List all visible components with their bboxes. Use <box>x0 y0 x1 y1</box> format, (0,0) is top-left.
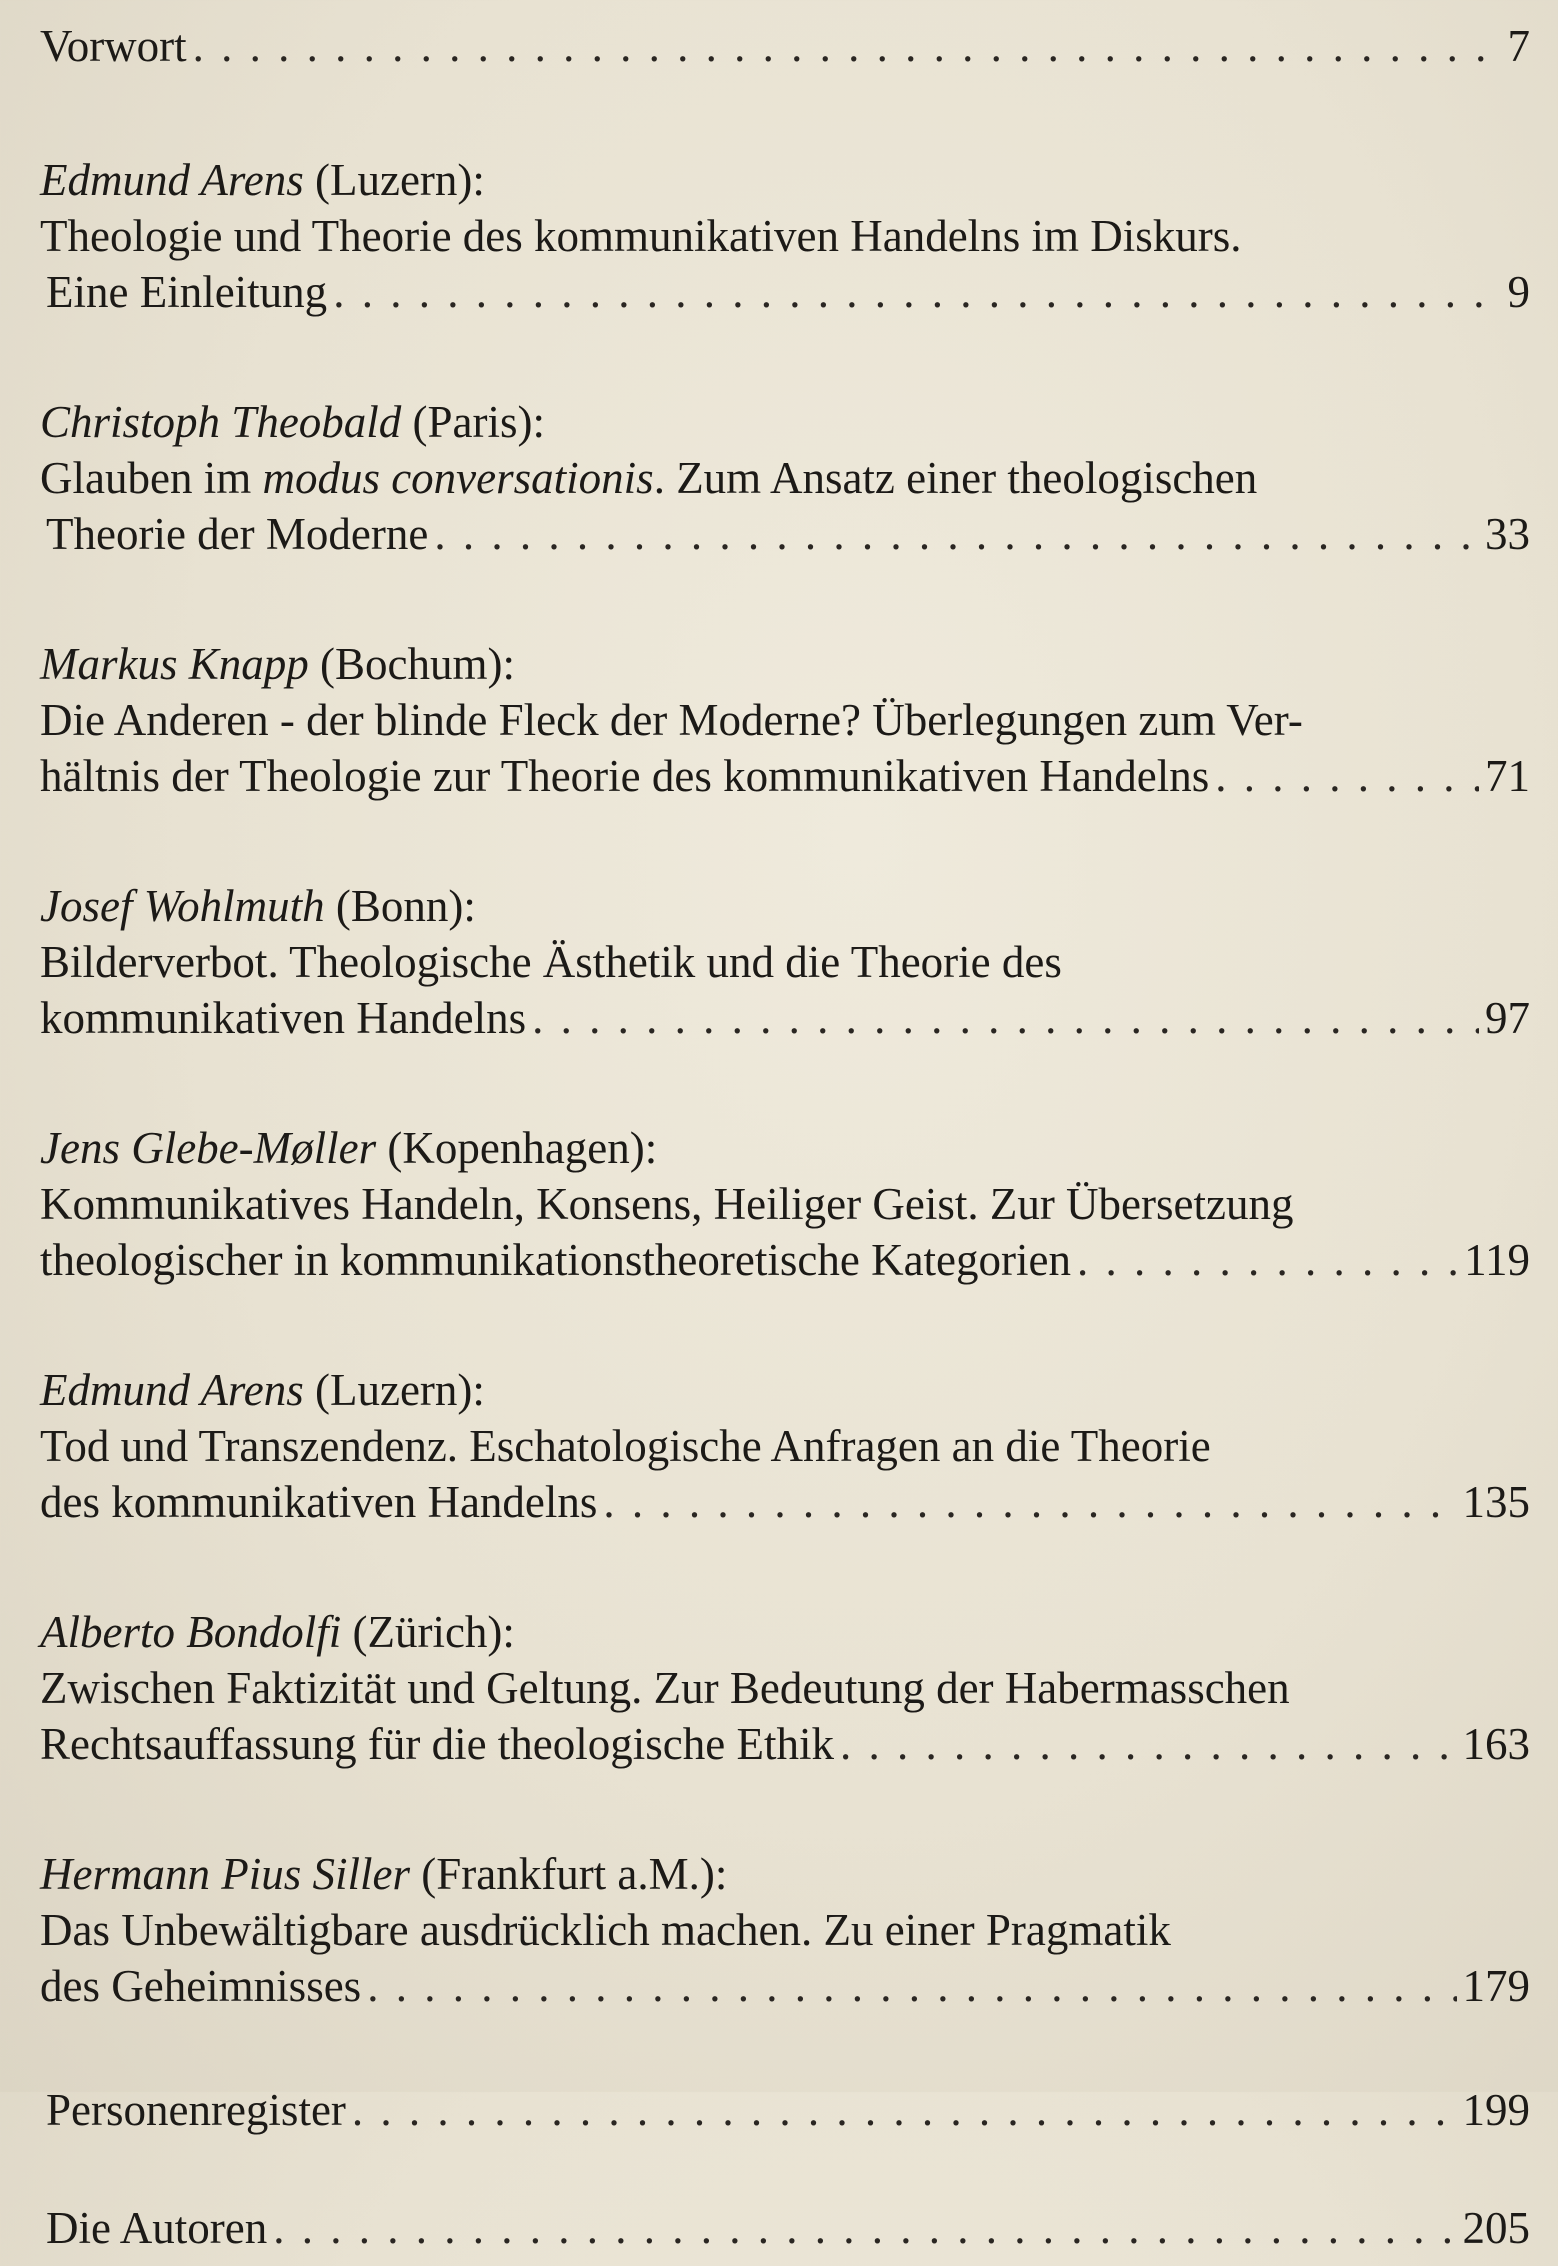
author-name: Jens Glebe-Møller <box>40 1123 377 1173</box>
author-name: Edmund Arens <box>40 155 304 205</box>
dot-leader <box>840 1716 1457 1772</box>
toc-leader-line <box>40 748 1530 804</box>
toc-entry-article[interactable] <box>40 1120 1530 1288</box>
author-location: (Kopenhagen): <box>387 1123 658 1173</box>
toc-leader-line <box>40 1474 1530 1530</box>
toc-page-number: 199 <box>1462 2085 1530 2135</box>
dot-leader <box>434 506 1479 562</box>
article-title-line: Die Anderen - der blinde Fleck der Moderne? Überlegungen zum Ver- <box>40 695 1303 745</box>
toc-leader-line <box>40 1716 1530 1772</box>
author-location: (Zürich): <box>352 1607 515 1657</box>
toc-entry-article[interactable] <box>40 1362 1530 1530</box>
toc-page-number: 33 <box>1485 509 1530 559</box>
article-title-last-line: Rechtsauffassung für die theologische Ethik <box>40 1719 834 1769</box>
dot-leader <box>1077 1232 1458 1288</box>
dot-leader <box>532 990 1479 1046</box>
author-location: (Luzern): <box>315 155 485 205</box>
dot-leader <box>273 2200 1456 2256</box>
toc-leader-line <box>40 990 1530 1046</box>
article-title-last-line: theologischer in kommunikationstheoretische Kategorien <box>40 1235 1071 1285</box>
author-line <box>40 1362 1530 1418</box>
dot-leader <box>1215 748 1479 804</box>
article-title-last-line: des Geheimnisses <box>40 1961 362 2011</box>
toc-page-number: 71 <box>1485 751 1530 801</box>
author-name: Alberto Bondolfi <box>40 1607 342 1657</box>
toc-entry-article[interactable] <box>40 394 1530 562</box>
dot-leader <box>352 2082 1457 2138</box>
author-location: (Bochum): <box>320 639 515 689</box>
author-location: (Bonn): <box>335 881 476 931</box>
toc-leader-line <box>40 1958 1530 2014</box>
toc-page-number: 119 <box>1464 1235 1530 1285</box>
author-line <box>40 1604 1530 1660</box>
article-title-line: Tod und Transzendenz. Eschatologische Anfragen an die Theorie <box>40 1421 1211 1471</box>
toc-entry-article[interactable] <box>40 636 1530 804</box>
author-line <box>40 1846 1530 1902</box>
dot-leader <box>193 18 1484 74</box>
toc-leader-line <box>40 506 1530 562</box>
author-line <box>40 1120 1530 1176</box>
toc-page-number: 163 <box>1462 1719 1530 1769</box>
author-line <box>40 636 1530 692</box>
toc-leader-line <box>40 18 1530 74</box>
dot-leader <box>603 1474 1456 1530</box>
title-italic-phrase: modus conversationis <box>262 453 654 503</box>
author-line <box>40 152 1530 208</box>
article-title-line: Zwischen Faktizität und Geltung. Zur Bedeutung der Habermasschen <box>40 1663 1290 1713</box>
article-title-line <box>40 450 1530 506</box>
toc-entry-article[interactable] <box>40 1604 1530 1772</box>
toc-page-number: 9 <box>1507 267 1530 317</box>
author-name: Hermann Pius Siller <box>40 1849 410 1899</box>
author-line <box>40 394 1530 450</box>
toc-page-number: 179 <box>1462 1961 1530 2011</box>
author-location: (Luzern): <box>315 1365 485 1415</box>
article-title-line: Das Unbewältigbare ausdrücklich machen. Zu einer Pragmatik <box>40 1905 1171 1955</box>
title-text: . Zum Ansatz einer theologischen <box>653 453 1258 503</box>
article-title-line: Bilderverbot. Theologische Ästhetik und die Theorie des <box>40 937 1062 987</box>
dot-leader <box>367 1958 1456 2014</box>
title-text: Glauben im <box>40 453 263 503</box>
toc-leader-line <box>40 2082 1530 2138</box>
author-location: (Paris): <box>412 397 546 447</box>
toc-entry-article[interactable] <box>40 1846 1530 2014</box>
author-location: (Frankfurt a.M.): <box>421 1849 728 1899</box>
article-title-line: Theologie und Theorie des kommunikativen Handelns im Diskurs. <box>40 211 1242 261</box>
author-name: Christoph Theobald <box>40 397 402 447</box>
toc-page-number: 7 <box>1507 21 1530 71</box>
article-title-last-line: hältnis der Theologie zur Theorie des kommunikativen Handelns <box>40 751 1210 801</box>
article-title-last-line: Theorie der Moderne <box>46 509 429 559</box>
toc-entry-autoren[interactable] <box>40 2200 1530 2266</box>
dot-leader <box>333 264 1484 320</box>
toc-leader-line <box>40 1232 1530 1288</box>
article-title-last-line: des kommunikativen Handelns <box>40 1477 598 1527</box>
article-title-line: Kommunikatives Handeln, Konsens, Heiliger Geist. Zur Übersetzung <box>40 1179 1294 1229</box>
author-name: Edmund Arens <box>40 1365 304 1415</box>
toc-page-number: 97 <box>1485 993 1530 1043</box>
toc-entry-vorwort[interactable] <box>40 18 1530 84</box>
author-name: Josef Wohlmuth <box>40 881 325 931</box>
toc-leader-line <box>40 264 1530 320</box>
toc-entry-title: Vorwort <box>40 21 187 71</box>
toc-entry-title: Personenregister <box>46 2085 346 2135</box>
author-name: Markus Knapp <box>40 639 309 689</box>
toc-entry-article[interactable] <box>40 152 1530 320</box>
author-line <box>40 878 1530 934</box>
article-title-last-line: kommunikativen Handelns <box>40 993 527 1043</box>
toc-leader-line <box>40 2200 1530 2256</box>
toc-page-number: 135 <box>1462 1477 1530 1527</box>
toc-entry-article[interactable] <box>40 878 1530 1046</box>
toc-page-number: 205 <box>1462 2203 1530 2253</box>
toc-entry-title: Die Autoren <box>46 2203 268 2253</box>
article-title-last-line: Eine Einleitung <box>46 267 328 317</box>
